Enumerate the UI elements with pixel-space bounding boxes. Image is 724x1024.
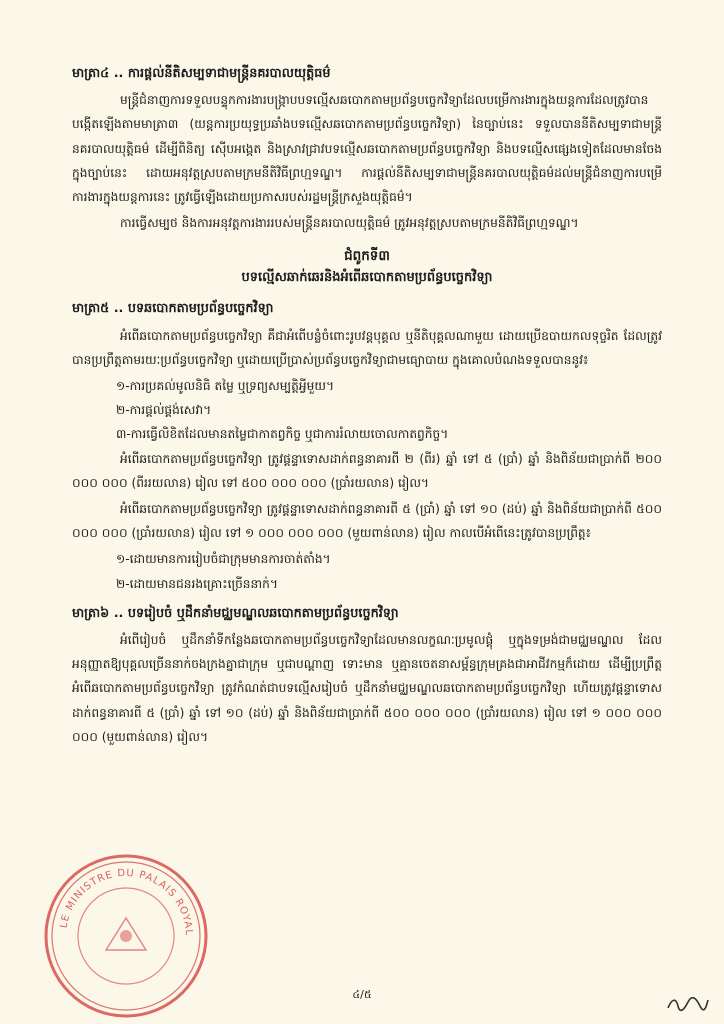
seal-inscription: LE MINISTRE DU PALAIS ROYAL [58, 867, 195, 937]
list-item: ១-ការប្រគល់មូលនិធិ តម្លៃ ឬទ្រព្យសម្បត្តិអ្វីមួយ។ [116, 379, 334, 394]
chapter-3-heading [72, 245, 662, 289]
article-6-paragraph-1: អំពើរៀបចំ ឬដឹកនាំទីកន្លែងឆបោកតាមប្រព័ន្ធបច្ចេកវិទ្យាដែលមានលក្ខណៈប្រមូលផ្ដុំ ឬក្នុងទម្រង់ជាមជ្ឈមណ្ឌល ដែលអនុញ្ញាតឱ្យបុគ្គលច្រើននាក់ចងក្រងគ្នាជាក្រុម ឬជាបណ្ដាញ ទោះមាន ឬគ្មានចេតនាសម្ព័ន្ធក្រុមគ្រងជាអាជីវកម្មក៏ដោយ ដើម្បីប្រព្រឹត្តអំពើឆបោកតាមប្រព័ន្ធបច្ចេកវិទ្យា ត្រូវកំណត់ជាបទល្មើសរៀបចំ ឬដឹកនាំមជ្ឈមណ្ឌលឆបោកតាមប្រព័ន្ធបច្ចេកវិទ្យា ហើយត្រូវផ្ដន្ទាទោសដាក់ពន្ធនាគារពី ៥ (ប្រាំ) ឆ្នាំ ទៅ ១០ (ដប់) ឆ្នាំ និងពិន័យជាប្រាក់ពី ៥០០ ០០០ ០០០ (ប្រាំរយលាន) រៀល ទៅ ១ ០០០ ០០០ ០០០ (មួយពាន់លាន) រៀល។ [72, 633, 662, 744]
svg-text:LE MINISTRE DU PALAIS ROYAL [59, 868, 195, 936]
article-5-paragraph-2: អំពើឆបោកតាមប្រព័ន្ធបច្ចេកវិទ្យា ត្រូវផ្ដន្ទាទោសដាក់ពន្ធនាគារពី ២ (ពីរ) ឆ្នាំ ទៅ ៥ (ប្រាំ) ឆ្នាំ និងពិន័យជាប្រាក់ពី ២០០ ០០០ ០០០ (ពីររយលាន) រៀល ទៅ ៥០០ ០០០ ០០០ (ប្រាំរយលាន) រៀល។ [72, 451, 662, 490]
article-4-heading: មាត្រា៤ .. ការផ្ដល់នីតិសម្បទាជាមន្ត្រីនគរបាលយុត្តិធម៌ [72, 66, 331, 81]
chapter-title: បទល្មើសឆាក់ឆេរនិងអំពើឆបោកតាមប្រព័ន្ធបច្ចេកវិទ្យា [241, 270, 493, 286]
article-4-paragraph-2: ការធ្វើសម្បថ និងការអនុវត្តការងាររបស់មន្ត្រីនគរបាលយុត្តិធម៌ ត្រូវអនុវត្តស្របតាមក្រមនីតិវិធីព្រហ្មទណ្ឌ។ [120, 216, 579, 231]
article-6-heading: មាត្រា៦ .. បទរៀបចំ ឬដឹកនាំមជ្ឈមណ្ឌលឆបោកតាមប្រព័ន្ធបច្ចេកវិទ្យា [72, 605, 399, 621]
handwritten-initials [666, 994, 710, 1012]
list-item: ១-ដោយមានការរៀបចំជាក្រុមមានការចាត់តាំង។ [116, 552, 331, 567]
list-item: ៣-ការធ្វើលិខិតដែលមានតម្លៃជាកាតព្វកិច្ច ឬជាការរំលាយចោលកាតព្វកិច្ច។ [116, 427, 449, 442]
article-5-heading: មាត្រា៥ .. បទឆបោកតាមប្រព័ន្ធបច្ចេកវិទ្យា [72, 301, 274, 317]
document-body [72, 62, 662, 751]
chapter-number: ជំពូកទី៣ [344, 248, 390, 265]
page-number: ៤/៥ [352, 988, 372, 1001]
article-5-paragraph-3: អំពើឆបោកតាមប្រព័ន្ធបច្ចេកវិទ្យា ត្រូវផ្ដន្ទាទោសដាក់ពន្ធនាគារពី ៥ (ប្រាំ) ឆ្នាំ ទៅ ១០ (ដប់) ឆ្នាំ និងពិន័យជាប្រាក់ពី ៥០០ ០០០ ០០០ (ប្រាំរយលាន) រៀល ទៅ ១ ០០០ ០០០ ០០០ (មួយពាន់លាន) រៀល កាលបើអំពើនេះត្រូវបានប្រព្រឹត្ត៖ [72, 502, 662, 541]
article-4-paragraph-1: មន្ត្រីជំនាញការទទួលបន្ទុកការងារបង្រ្កាបបទល្មើសឆបោកតាមប្រព័ន្ធបច្ចេកវិទ្យាដែលបម្រើការងារក្នុងយន្តការដែលត្រូវបានបង្កើតឡើងតាមមាត្រា៣ (យន្តការប្រយុទ្ធប្រឆាំងបទល្មើសឆបោកតាមប្រព័ន្ធបច្ចេកវិទ្យា) នៃច្បាប់នេះ ទទួលបាននីតិសម្បទាជាមន្ត្រីនគរបាលយុត្តិធម៌ ដើម្បីពិនិត្យ ស៊ើបអង្កេត និងស្រាវជ្រាវបទល្មើសឆបោកតាមប្រព័ន្ធបច្ចេកវិទ្យា និងបទល្មើសផ្សេងទៀតដែលមានចែងក្នុងច្បាប់នេះ ដោយអនុវត្តស្របតាមក្រមនីតិវិធីព្រហ្មទណ្ឌ។ ការផ្ដល់នីតិសម្បទាជាមន្ត្រីនគរបាលយុត្តិធម៌ដល់មន្ត្រីជំនាញការបម្រើការងារក្នុងយន្តការនេះ ត្រូវធ្វើឡើងដោយប្រកាសរបស់រដ្ឋមន្ត្រីក្រសួងយុត្តិធម៌។ [72, 93, 662, 205]
list-item: ២-ដោយមានជនរងគ្រោះច្រើននាក់។ [116, 576, 278, 591]
list-item: ២-ការផ្ដល់ផ្គង់សេវា។ [116, 403, 212, 418]
article-5-paragraph-1: អំពើឆបោកតាមប្រព័ន្ធបច្ចេកវិទ្យា គឺជាអំពើបន្លំចំពោះរូបវន្តបុគ្គល ឬនីតិបុគ្គលណាមួយ ដោយប្រើឧបាយកលទុច្ចរិត ដែលត្រូវបានប្រព្រឹត្តតាមរយៈប្រព័ន្ធបច្ចេកវិទ្យា ឬដោយប្រើប្រាស់ប្រព័ន្ធបច្ចេកវិទ្យាជាមធ្យោបាយ ក្នុងគោលបំណងទទួលបាននូវ៖ [72, 328, 662, 367]
